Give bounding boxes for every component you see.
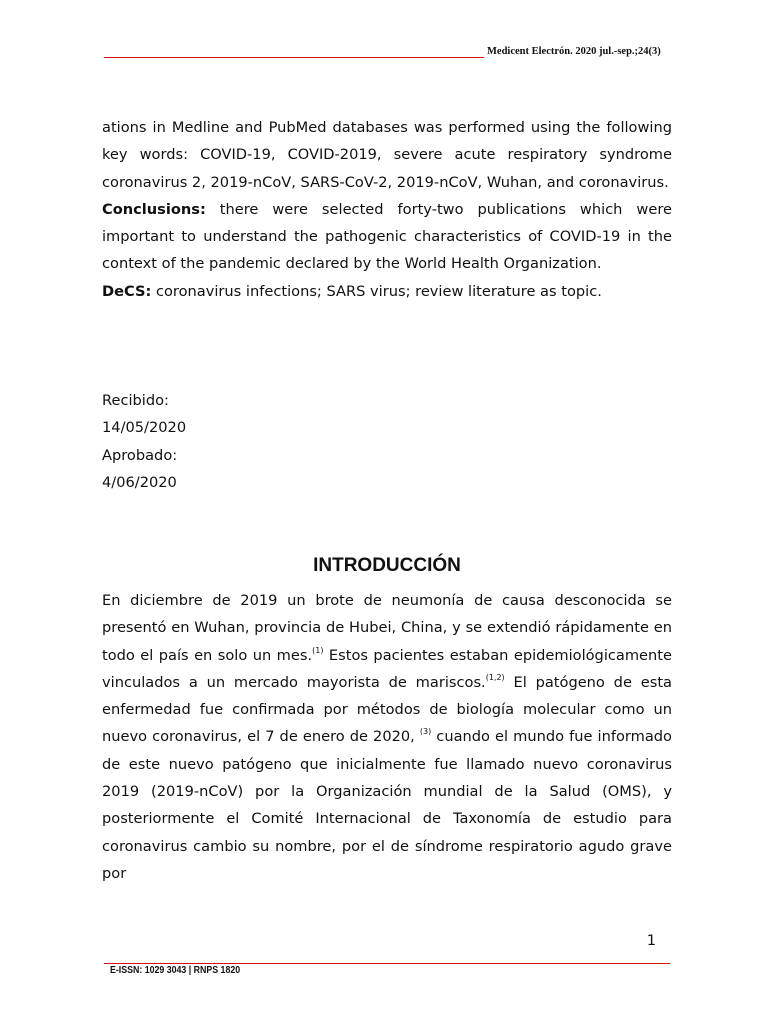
abstract-conclusions <box>102 196 672 278</box>
intro-text-2: Estos pacientes estaban epidemiológicamente vinculados a un mercado mayorista de mariscos. <box>102 646 672 691</box>
footer-divider <box>104 963 670 964</box>
conclusions-label: Conclusions: <box>102 200 206 218</box>
abstract-decs <box>102 278 672 305</box>
header-divider <box>104 57 484 58</box>
introduction-section <box>102 587 672 887</box>
received-date: 14/05/2020 <box>102 419 187 437</box>
abstract-continuation: ations in Medline and PubMed databases was performed using the following key words: COVID-19, COVID-2019, severe acute respiratory syndrome coronavirus 2, 2019-nCoV, SARS-CoV-2, 2019-nCoV, Wuhan, and coronavirus. <box>102 119 672 191</box>
citation-ref-3: (3) <box>419 727 432 737</box>
decs-text: coronavirus infections; SARS virus; review literature as topic. <box>151 282 602 300</box>
introduction-paragraph <box>102 587 672 887</box>
intro-text-1: En diciembre de 2019 un brote de neumonía de causa desconocida se presentó en Wuhan, provincia de Hubei, China, y se extendió rápidamente en todo el país en solo un mes. <box>102 592 672 664</box>
footer-issn: E-ISSN: 1029 3043 | RNPS 1820 <box>110 965 241 976</box>
intro-text-4: cuando el mundo fue informado de este nuevo patógeno que inicialmente fue llamado nuevo coronavirus 2019 (2019-nCoV) por la Organización mundial de la Salud (OMS), y posteriormente el Comité Internacional de Taxonomía de estudio para coronavirus cambio su nombre, por el de síndrome respiratorio agudo grave por <box>102 728 672 882</box>
citation-ref-2: (1,2) <box>485 672 505 682</box>
section-title-introduccion: INTRODUCCIÓN <box>313 555 461 576</box>
decs-label: DeCS: <box>102 282 152 300</box>
page-number: 1 <box>646 932 656 949</box>
dates-section <box>102 387 672 496</box>
intro-text-3: El patógeno de esta enfermedad fue confirmada por métodos de biología molecular como un nuevo coronavirus, el 7 de enero de 2020, <box>102 673 672 746</box>
approved-date: 4/06/2020 <box>102 473 177 491</box>
journal-citation: Medicent Electrón. 2020 jul.-sep.;24(3) <box>487 46 661 57</box>
conclusions-text: there were selected forty-two publications which were important to understand the pathogenic characteristics of COVID-19 in the context of the pandemic declared by the World Health Organization. <box>102 200 672 273</box>
received-label: Recibido: <box>102 392 169 409</box>
abstract-section <box>102 114 672 305</box>
citation-ref-1: (1) <box>312 645 324 655</box>
approved-label: Aprobado: <box>102 446 178 464</box>
